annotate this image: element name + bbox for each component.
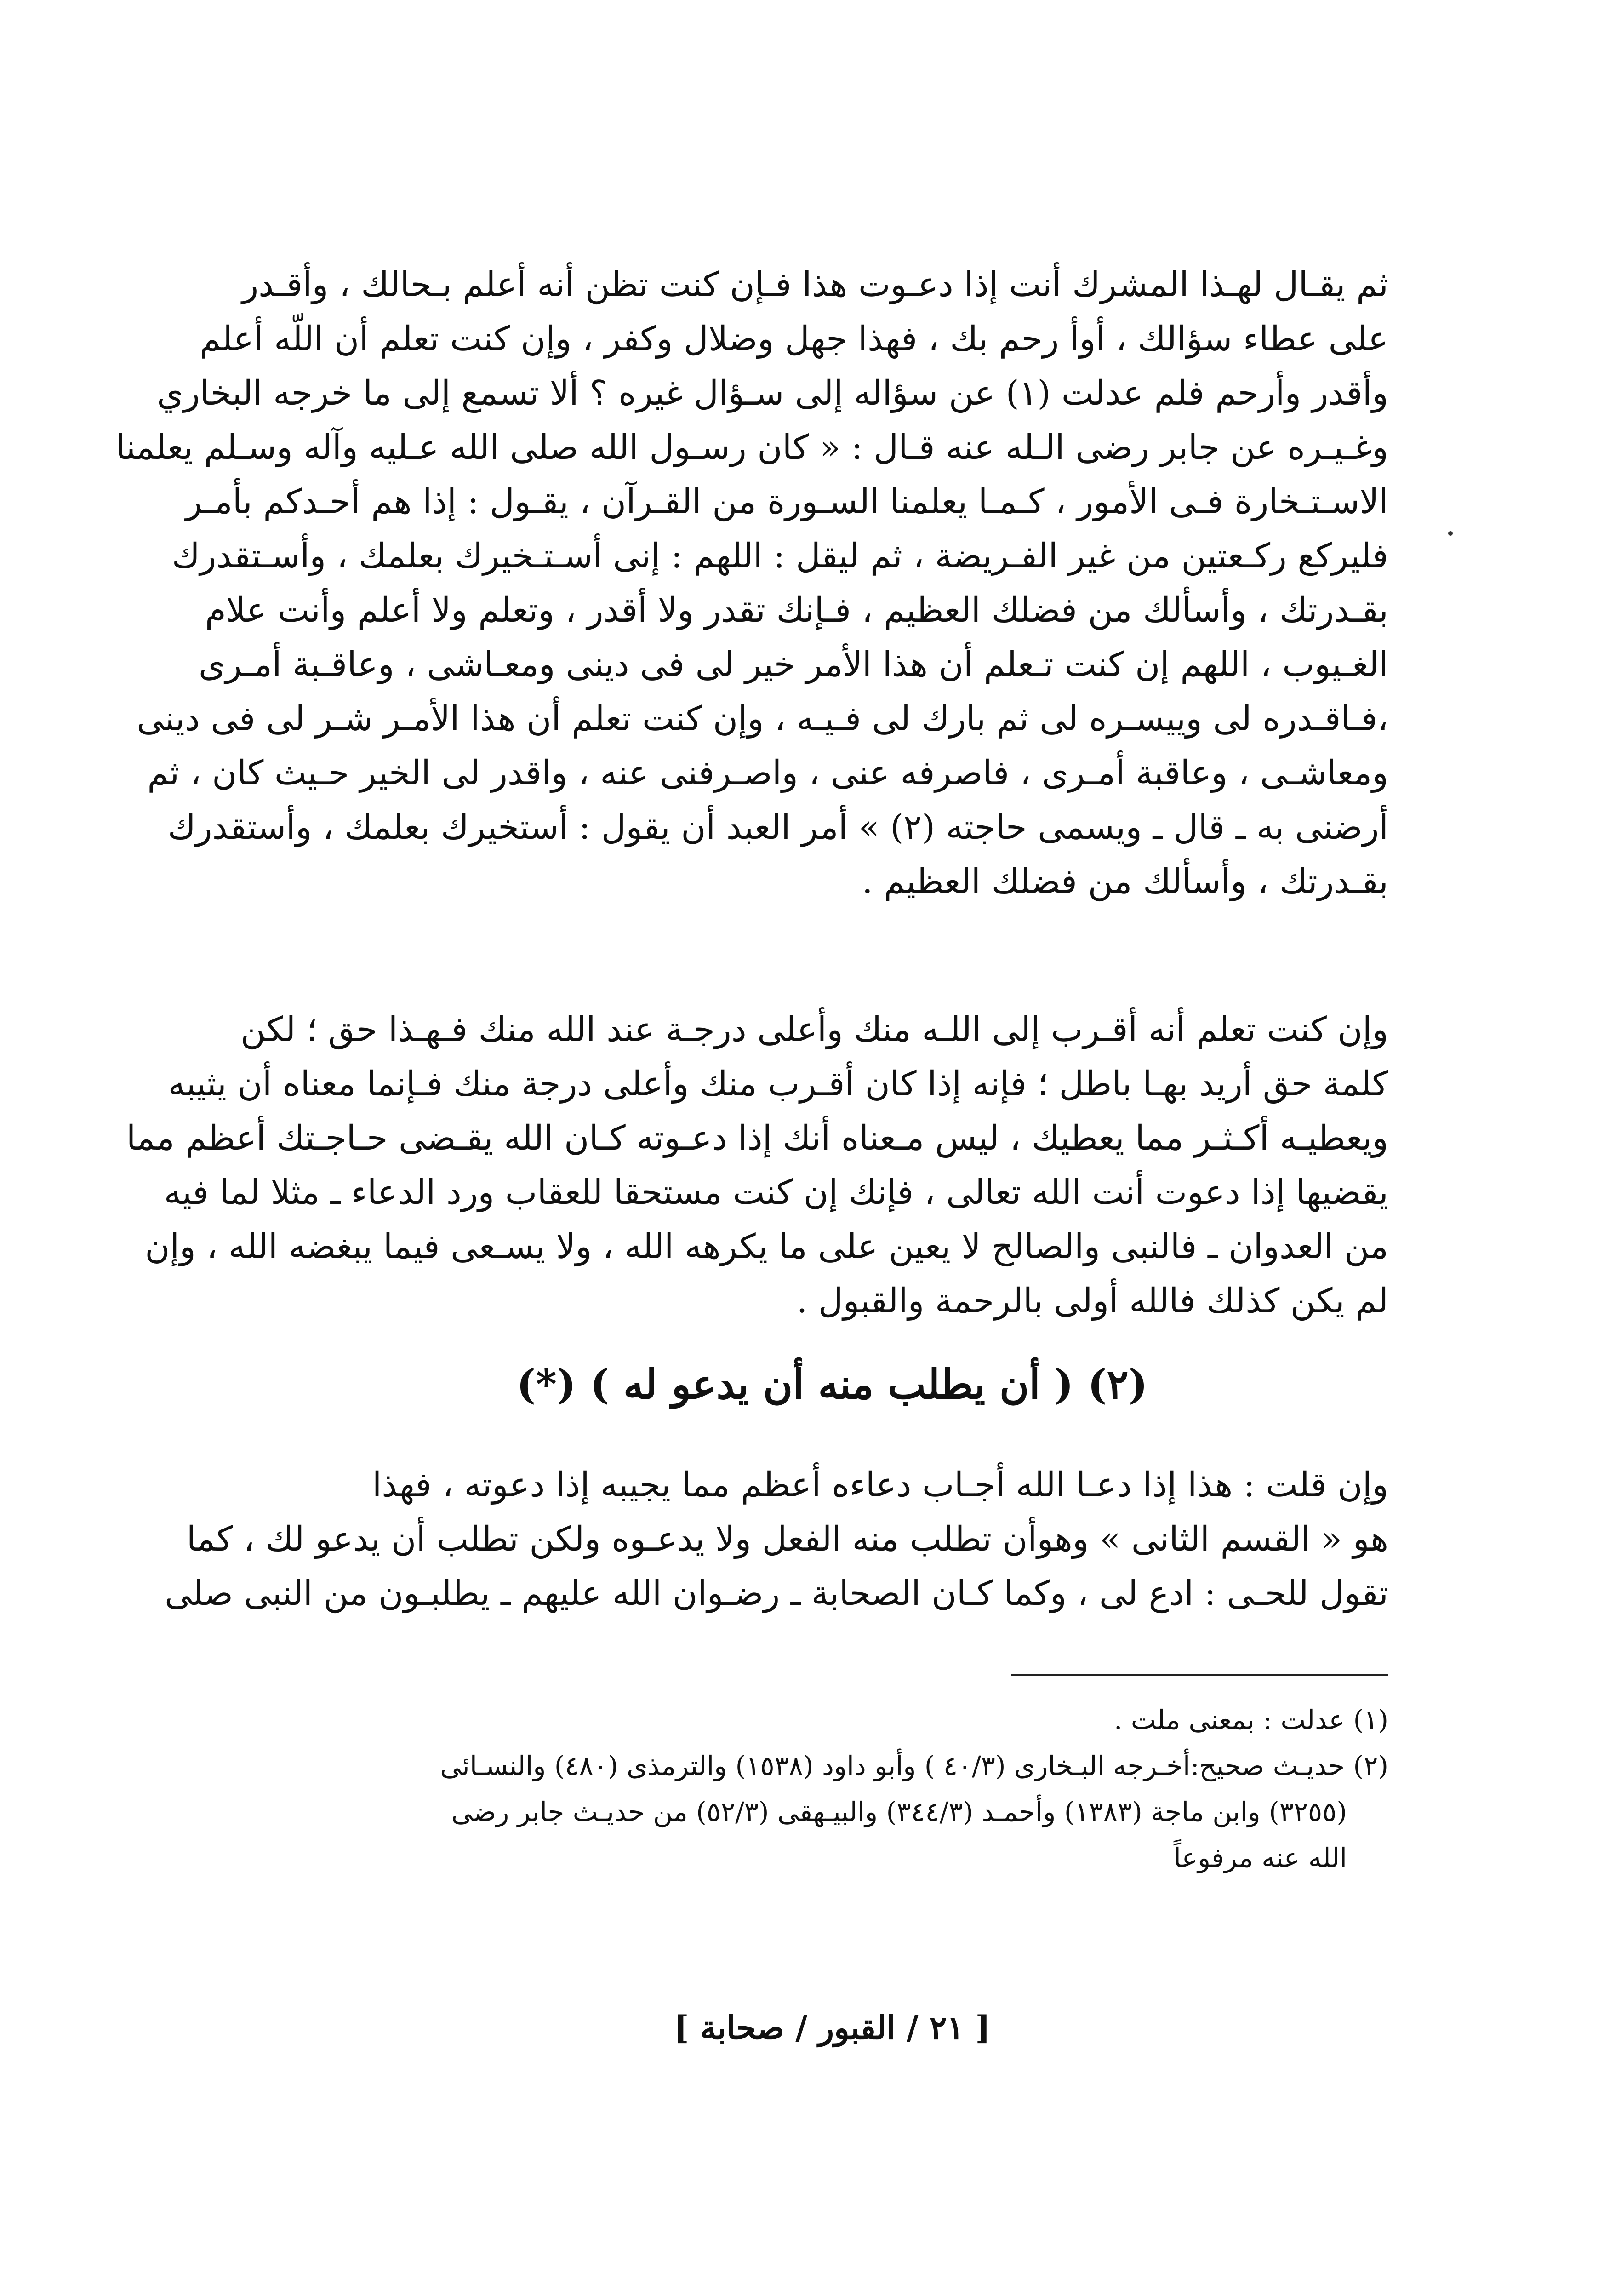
text-line: ثم يقـال لهـذا المشرك أنت إذا دعـوت هذا فـإن كنت تظن أنه أعلم بـحالك ، وأقـدر <box>242 265 1388 304</box>
paragraph-1 <box>115 258 1388 909</box>
text-line: وإن كنت تعلم أنه أقـرب إلى اللـه منك وأعلى درجـة عند الله منك فـهـذا حق ؛ لكن <box>240 1010 1388 1049</box>
footnotes <box>276 1697 1388 1881</box>
text-line: ومعاشـى ، وعاقبة أمـرى ، فاصرفه عنى ، واصـرفنى عنه ، واقدر لى الخير حـيث كان ، ثم <box>147 753 1388 793</box>
text-line: الغـيوب ، اللهم إن كنت تـعلم أن هذا الأمر خير لى فى دينى ومعـاشى ، وعاقـبة أمـرى <box>198 645 1388 684</box>
footnote-1: (١) عدلت : بمعنى ملت . <box>1114 1704 1388 1735</box>
text-line: ويعطيـه أكـثـر مما يعطيك ، ليس مـعناه أنك إذا دعـوته كـان الله يقـضى حـاجـتك أعظم مما <box>126 1118 1388 1158</box>
text-line: ،فـاقـدره لى وييسـره لى ثم بارك لى فـيـه ، وإن كنت تعلم أن هذا الأمـر شـر لى فى دينى <box>137 699 1388 739</box>
text-line: أرضنى به ـ قال ـ ويسمى حاجته (٢) » أمر العبد أن يقول : أستخيرك بعلمك ، وأستقدرك <box>167 807 1388 847</box>
text-line: تقول للحـى : ادع لى ، وكما كـان الصحابة ـ رضـوان الله عليهم ـ يطلبـون من النبى صلى <box>165 1574 1388 1613</box>
text-line: وأقدر وأرحم فلم عدلت (١) عن سؤاله إلى سـؤال غيره ؟ ألا تسمع إلى ما خرجه البخاري <box>157 373 1388 413</box>
paragraph-3 <box>165 1458 1388 1620</box>
text-line: فليركع ركـعتين من غير الفـريضة ، ثم ليقل : اللهم : إنى أسـتـخيرك بعلمك ، وأسـتقدرك <box>171 536 1388 576</box>
footnote-2-continued: (٣٢٥٥) وابن ماجة (١٣٨٣) وأحمـد (٣٤٤/٣) والبيـهقى (٥٢/٣) من حديـث جابر رضى <box>451 1796 1347 1827</box>
text-line: كلمة حق أريد بهـا باطل ؛ فإنه إذا كان أقـرب منك وأعلى درجة منك فـإنما معناه أن يثيبه <box>168 1064 1388 1104</box>
section-heading: (٢) ( أن يطلب منه أن يدعو له ) (*) <box>516 1360 1148 1408</box>
page-footer: [ ٢١ / القبور / صحابة ] <box>674 2009 991 2047</box>
paragraph-2 <box>126 1002 1388 1328</box>
text-line: وإن قلت : هذا إذا دعـا الله أجـاب دعاءه أعظم مما يجيبه إذا دعوته ، فهذا <box>372 1465 1388 1505</box>
text-line: وغـيـره عن جابر رضى الـله عنه قـال : « كان رسـول الله صلى الله عـليه وآله وسـلم يعلمنا <box>115 428 1388 467</box>
text-line: من العدوان ـ فالنبى والصالح لا يعين على ما يكرهه الله ، ولا يسـعى فيما يبغضه الله ، وإن <box>145 1227 1388 1266</box>
text-line: الاسـتـخارة فـى الأمور ، كـمـا يعلمنا السـورة من القـرآن ، يقـول : إذا هم أحـدكم بأمـر <box>185 482 1388 521</box>
text-line: هو « القسم الثانى » وهوأن تطلب منه الفعل ولا يدعـوه ولكن تطلب أن يدعو لك ، كما <box>186 1519 1388 1559</box>
text-line: بقـدرتك ، وأسألك من فضلك العظيم . <box>862 862 1388 901</box>
text-line: لم يكن كذلك فالله أولى بالرحمة والقبول . <box>796 1281 1388 1321</box>
text-line: بقـدرتك ، وأسألك من فضلك العظيم ، فـإنك تقدر ولا أقدر ، وتعلم ولا أعلم وأنت علام <box>205 590 1388 630</box>
text-line: على عطاء سؤالك ، أوأ رحم بك ، فهذا جهل وضلال وكفر ، وإن كنت تعلم أن اللّه أعلم <box>200 319 1388 359</box>
text-line: يقضيها إذا دعوت أنت الله تعالى ، فإنك إن كنت مستحقا للعقاب ورد الدعاء ـ مثلا لما فيه <box>164 1173 1388 1212</box>
scan-speck <box>1448 531 1453 536</box>
footnote-2: (٢) حديـث صحيح:أخـرجه البـخارى (٤٠/٣ ) وأبو داود (١٥٣٨) والترمذى (٤٨٠) والنسـائى <box>440 1750 1388 1781</box>
footnote-2-continued: الله عنه مرفوعاً <box>1173 1842 1347 1873</box>
footnote-divider <box>1011 1674 1388 1676</box>
